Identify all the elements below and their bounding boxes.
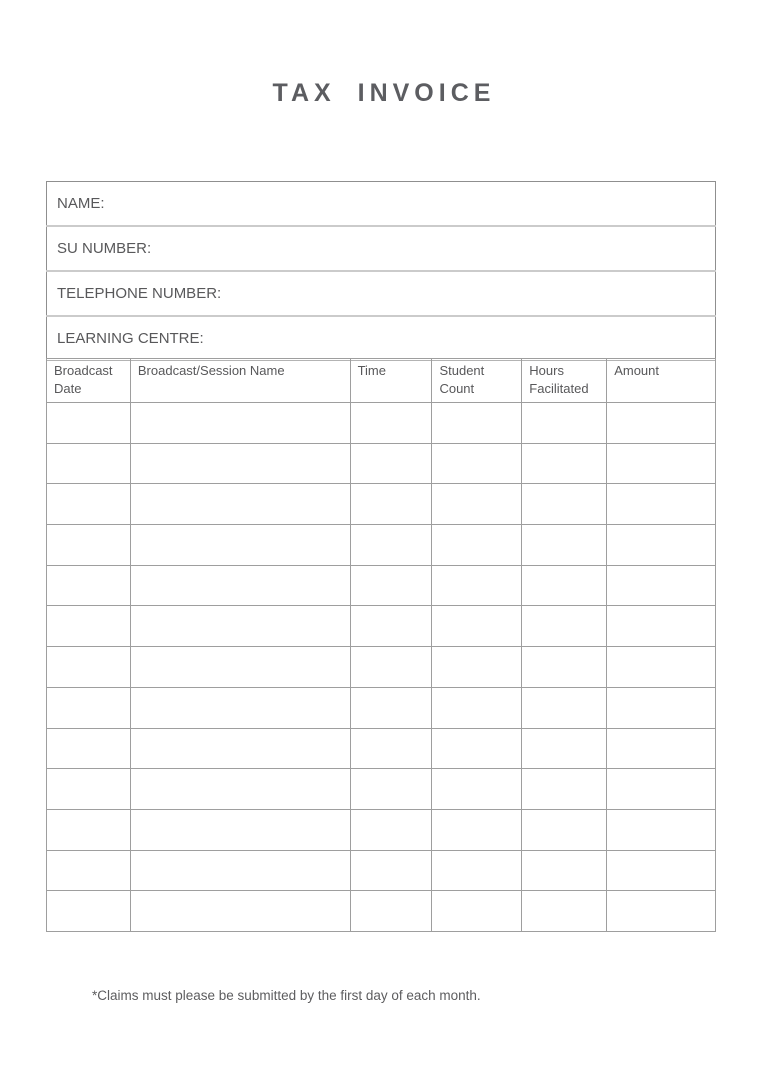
column-header-hours-facilitated: Hours Facilitated: [522, 359, 607, 403]
table-cell[interactable]: [350, 687, 432, 728]
table-cell[interactable]: [522, 443, 607, 484]
table-cell[interactable]: [130, 484, 350, 525]
table-cell[interactable]: [607, 484, 716, 525]
table-cell[interactable]: [522, 891, 607, 932]
table-row: [47, 565, 716, 606]
table-cell[interactable]: [47, 565, 131, 606]
table-row: [47, 728, 716, 769]
table-cell[interactable]: [47, 769, 131, 810]
table-cell[interactable]: [522, 687, 607, 728]
table-cell[interactable]: [350, 443, 432, 484]
table-cell[interactable]: [47, 809, 131, 850]
table-cell[interactable]: [130, 850, 350, 891]
table-cell[interactable]: [607, 525, 716, 566]
table-cell[interactable]: [432, 728, 522, 769]
table-cell[interactable]: [130, 525, 350, 566]
table-cell[interactable]: [47, 403, 131, 444]
table-cell[interactable]: [432, 647, 522, 688]
table-row: [47, 484, 716, 525]
invoice-table-header-row: [47, 359, 716, 403]
table-cell[interactable]: [607, 728, 716, 769]
table-cell[interactable]: [522, 850, 607, 891]
table-cell[interactable]: [522, 525, 607, 566]
form-row-name: [47, 182, 716, 227]
table-cell[interactable]: [47, 443, 131, 484]
table-cell[interactable]: [130, 606, 350, 647]
table-cell[interactable]: [522, 565, 607, 606]
table-cell[interactable]: [432, 484, 522, 525]
table-cell[interactable]: [522, 809, 607, 850]
invoice-info-form: [46, 181, 716, 361]
table-cell[interactable]: [130, 565, 350, 606]
table-cell[interactable]: [522, 728, 607, 769]
table-cell[interactable]: [350, 525, 432, 566]
table-cell[interactable]: [47, 728, 131, 769]
table-cell[interactable]: [47, 606, 131, 647]
table-cell[interactable]: [130, 769, 350, 810]
table-cell[interactable]: [47, 484, 131, 525]
table-cell[interactable]: [607, 891, 716, 932]
table-cell[interactable]: [607, 403, 716, 444]
form-row-learning-centre: [47, 316, 716, 361]
su-number-field[interactable]: [47, 226, 716, 271]
table-cell[interactable]: [350, 850, 432, 891]
table-cell[interactable]: [607, 687, 716, 728]
table-cell[interactable]: [47, 850, 131, 891]
table-cell[interactable]: [607, 606, 716, 647]
table-row: [47, 647, 716, 688]
table-cell[interactable]: [432, 891, 522, 932]
invoice-table-body: [47, 403, 716, 932]
form-row-su-number: [47, 226, 716, 271]
table-cell[interactable]: [130, 728, 350, 769]
footnote: *Claims must please be submitted by the first day of each month.: [92, 988, 481, 1003]
name-label: NAME:: [57, 195, 105, 212]
table-cell[interactable]: [350, 484, 432, 525]
table-cell[interactable]: [47, 687, 131, 728]
table-cell[interactable]: [432, 443, 522, 484]
table-row: [47, 403, 716, 444]
table-cell[interactable]: [130, 443, 350, 484]
table-cell[interactable]: [130, 687, 350, 728]
table-cell[interactable]: [522, 606, 607, 647]
table-cell[interactable]: [607, 565, 716, 606]
table-cell[interactable]: [522, 769, 607, 810]
column-header-amount: Amount: [607, 359, 716, 403]
table-cell[interactable]: [522, 403, 607, 444]
table-cell[interactable]: [432, 606, 522, 647]
table-row: [47, 443, 716, 484]
table-cell[interactable]: [350, 809, 432, 850]
table-cell[interactable]: [350, 769, 432, 810]
table-cell[interactable]: [607, 769, 716, 810]
table-cell[interactable]: [350, 647, 432, 688]
form-row-telephone: [47, 271, 716, 316]
table-cell[interactable]: [47, 647, 131, 688]
table-row: [47, 769, 716, 810]
page-title: TAX INVOICE: [272, 79, 496, 107]
column-header-session-name: Broadcast/Session Name: [130, 359, 350, 403]
table-row: [47, 687, 716, 728]
table-cell[interactable]: [432, 769, 522, 810]
column-header-time: Time: [350, 359, 432, 403]
table-cell[interactable]: [607, 647, 716, 688]
table-cell[interactable]: [432, 809, 522, 850]
table-cell[interactable]: [130, 647, 350, 688]
table-cell[interactable]: [607, 809, 716, 850]
learning-centre-field[interactable]: [47, 316, 716, 361]
table-row: [47, 606, 716, 647]
telephone-field[interactable]: [47, 271, 716, 316]
table-cell[interactable]: [432, 525, 522, 566]
column-header-broadcast-date: Broadcast Date: [47, 359, 131, 403]
table-cell[interactable]: [350, 606, 432, 647]
table-cell[interactable]: [350, 565, 432, 606]
table-cell[interactable]: [432, 565, 522, 606]
table-cell[interactable]: [47, 525, 131, 566]
invoice-table: [46, 358, 716, 932]
table-cell[interactable]: [350, 891, 432, 932]
table-cell[interactable]: [607, 850, 716, 891]
table-cell[interactable]: [350, 728, 432, 769]
table-cell[interactable]: [607, 443, 716, 484]
name-field[interactable]: [47, 182, 716, 227]
table-cell[interactable]: [432, 850, 522, 891]
table-cell[interactable]: [47, 891, 131, 932]
table-cell[interactable]: [350, 403, 432, 444]
table-cell[interactable]: [432, 403, 522, 444]
su-number-label: SU NUMBER:: [57, 240, 152, 257]
table-row: [47, 850, 716, 891]
column-header-student-count: Student Count: [432, 359, 522, 403]
table-cell[interactable]: [522, 484, 607, 525]
table-cell[interactable]: [130, 403, 350, 444]
table-cell[interactable]: [130, 891, 350, 932]
telephone-label: TELEPHONE NUMBER:: [57, 285, 222, 302]
table-row: [47, 525, 716, 566]
learning-centre-label: LEARNING CENTRE:: [57, 330, 204, 347]
table-row: [47, 891, 716, 932]
table-cell[interactable]: [522, 647, 607, 688]
table-cell[interactable]: [432, 687, 522, 728]
table-cell[interactable]: [130, 809, 350, 850]
table-row: [47, 809, 716, 850]
